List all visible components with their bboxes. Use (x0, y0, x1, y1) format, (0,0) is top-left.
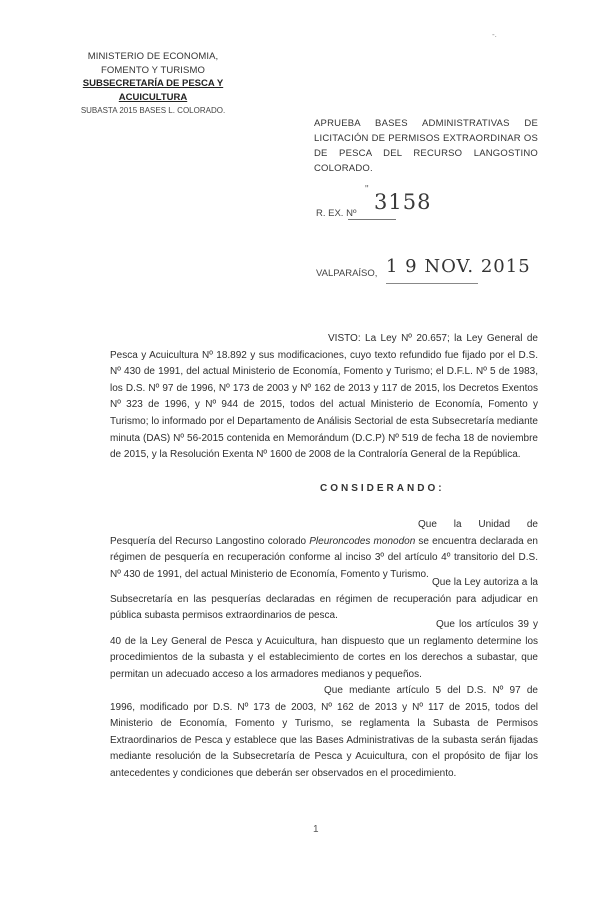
resolution-underline (348, 219, 396, 220)
resolution-city: VALPARAÍSO, (316, 268, 378, 279)
resolution-subject: APRUEBA BASES ADMINISTRATIVAS DE LICITACIÓN DE PERMISOS EXTRAORDINAR OS DE PESCA DEL RECURSO LANGOSTINO COLORADO. (314, 118, 538, 174)
species-name: Pleuroncodes monodon (309, 535, 416, 547)
c1-text-end: se encuentra declarada en régimen de pesquería en recuperación conforme al inciso 3º del artículo 4º transitorio del D.S. Nº 430 de 1991, del actual Ministerio de Economía, Fomento y Turismo. (110, 535, 538, 580)
letterhead-reference: SUBASTA 2015 BASES L. COLORADO. (80, 106, 226, 115)
letterhead-subsecretaria: SUBSECRETARÍA DE PESCA Y ACUICULTURA (82, 78, 224, 103)
handwritten-mark: " (365, 184, 369, 195)
considerando-paragraph-1 (110, 517, 538, 583)
letterhead (58, 50, 248, 118)
resolution-number-stamp: 3158 (374, 190, 432, 214)
resolution-label: R. EX. Nº (316, 208, 357, 219)
considerando-paragraph-3: Que los artículos 39 y 40 de la Ley General de Pesca y Acuicultura, han dispuesto que un reglamento determine los procedimientos de la subasta y el establecimiento de cortes en los derechos a subastar, que permitan un adecuado acceso a los armadores medianos y pequeños. (110, 619, 538, 680)
letterhead-ministry-line2: FOMENTO Y TURISMO (101, 64, 205, 76)
date-stamp: 1 9 NOV. 2015 (386, 256, 531, 277)
visto-paragraph: VISTO: La Ley Nº 20.657; la Ley General de Pesca y Acuicultura Nº 18.892 y sus modificaciones, cuyo texto refundido fue fijado por el D.S. Nº 430 de 1991, del actual Ministerio de Economía, Fomento y Turismo; el D.F.L. Nº 5 de 1983, los D.S. Nº 97 de 1996, Nº 173 de 2003 y Nº 162 de 2013 y 117 de 2015, los Decretos Exentos Nº 323 de 1996, y Nº 944 de 2015, todos del actual Ministerio de Economía, Fomento y Turismo; lo informado por el Departamento de Análisis Sectorial de esta Subsecretaría mediante minuta (DAS) Nº 56-2015 contenida en Memorándum (D.C.P) Nº 519 de fecha 18 de noviembre de 2015, y la Resolución Exenta Nº 1600 de 2008 de la Contraloría General de la República. (110, 333, 538, 461)
page-number: 1 (313, 824, 319, 835)
date-underline (386, 283, 478, 284)
considerando-paragraph-2: Que la Ley autoriza a la Subsecretaría en las pesquerías declaradas en régimen de recuperación para adjudicar en pública subasta permisos extraordinarios de pesca. (110, 577, 538, 622)
considerando-paragraph-4: Que mediante artículo 5 del D.S. Nº 97 de 1996, modificado por D.S. Nº 173 de 2003, Nº 162 de 2013 y Nº 117 de 2015, todos del Ministerio de Economía, Fomento y Turismo, se reglamenta la Subasta de Permisos Extraordinarios de Pesca y establece que las Bases Administrativas de la subasta serán fijadas mediante resolución de la Subsecretaría de Pesca y Acuicultura, con el propósito de fijar los antecedentes y condiciones que deberán ser observados en el procedimiento. (110, 685, 538, 779)
corner-mark: -. (492, 30, 497, 39)
considerando-heading: CONSIDERANDO: (320, 483, 445, 494)
c1-text-start: Que la Unidad de Pesquería del Recurso Langostino colorado (110, 519, 538, 547)
letterhead-ministry: MINISTERIO DE ECONOMIA, (87, 51, 219, 62)
